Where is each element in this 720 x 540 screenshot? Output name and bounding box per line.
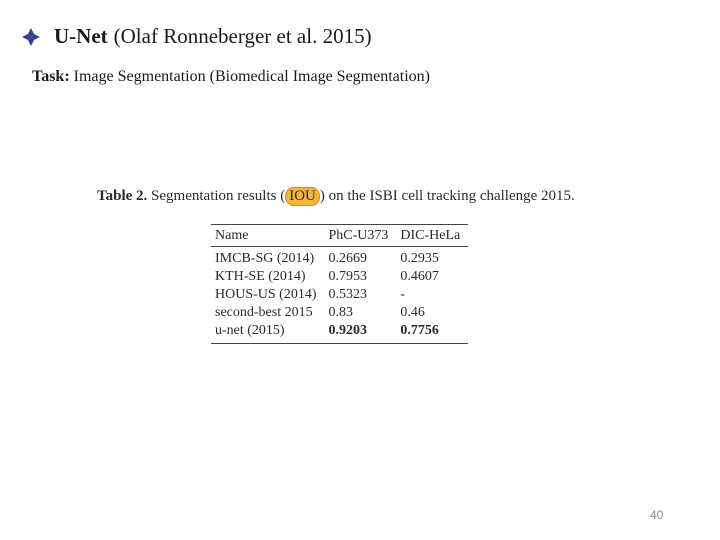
- caption-after: ) on the ISBI cell tracking challenge 2015.: [319, 188, 575, 204]
- row-phc: 0.83: [328, 305, 353, 320]
- header-phc: PhC-U373: [325, 225, 397, 247]
- slide-title: [22, 24, 372, 49]
- row-phc: 0.5323: [328, 287, 367, 302]
- table-header-row: [211, 225, 468, 247]
- caption-label: Table 2.: [97, 188, 148, 204]
- row-name: IMCB-SG (2014): [215, 251, 315, 266]
- row-phc: 0.7953: [328, 269, 367, 284]
- row-dic: -: [400, 287, 406, 302]
- iou-highlight: IOU: [285, 187, 320, 206]
- results-table: [211, 224, 468, 344]
- page-number: 40: [650, 508, 664, 522]
- row-dic: 0.7756: [396, 322, 468, 344]
- table-row: [211, 286, 468, 304]
- header-name: Name: [211, 225, 325, 247]
- title-citation: (Olaf Ronneberger et al. 2015): [113, 24, 372, 48]
- row-phc: 0.2669: [328, 251, 367, 266]
- table-row: [211, 304, 468, 322]
- task-text: Image Segmentation (Biomedical Image Segmentation): [73, 68, 430, 85]
- row-dic: 0.4607: [400, 269, 439, 284]
- table-row: [211, 268, 468, 286]
- header-dic: DIC-HeLa: [396, 225, 468, 247]
- row-dic: 0.46: [400, 305, 425, 320]
- row-phc: 0.9203: [325, 322, 397, 344]
- table-row: [211, 247, 468, 269]
- row-name: second-best 2015: [215, 305, 313, 320]
- task-line: [32, 68, 430, 86]
- table-caption: [97, 187, 575, 206]
- diamond-bullet-icon: [22, 28, 40, 46]
- row-name: KTH-SE (2014): [215, 269, 306, 284]
- row-name: HOUS-US (2014): [215, 287, 317, 302]
- caption-before: Segmentation results (: [151, 188, 286, 204]
- title-model-name: U-Net: [54, 24, 108, 48]
- table-row: [211, 322, 468, 344]
- row-name: u-net (2015): [211, 322, 325, 344]
- task-label: Task:: [32, 68, 70, 85]
- row-dic: 0.2935: [400, 251, 439, 266]
